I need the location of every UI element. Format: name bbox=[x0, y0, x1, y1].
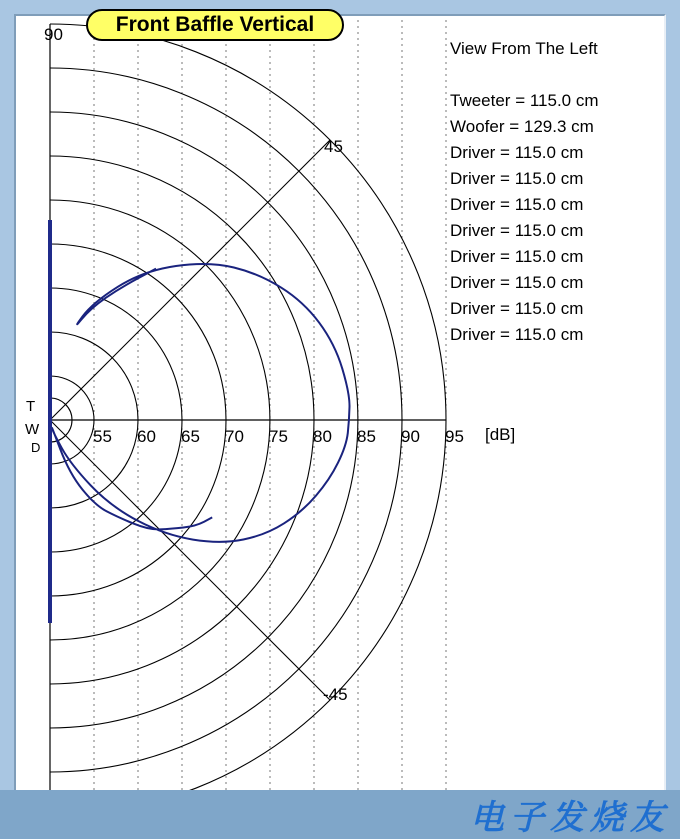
tick-label-70: 70 bbox=[225, 427, 244, 446]
tick-label-95: 95 bbox=[445, 427, 464, 446]
view-label: View From The Left bbox=[450, 39, 598, 58]
tick-label-85: 85 bbox=[357, 427, 376, 446]
driver-letter-d: D bbox=[31, 440, 41, 455]
tick-label-75: 75 bbox=[269, 427, 288, 446]
angle-label-45: 45 bbox=[324, 137, 343, 156]
driver-letter-t: T bbox=[26, 398, 36, 415]
db-unit-label: [dB] bbox=[485, 425, 516, 444]
legend-entry-3: Driver = 115.0 cm bbox=[450, 169, 584, 188]
series-curve-0 bbox=[52, 264, 350, 542]
angle-label-minus-45: -45 bbox=[323, 685, 348, 704]
angle-label-90: 90 bbox=[44, 25, 63, 44]
legend-entry-7: Driver = 115.0 cm bbox=[450, 273, 584, 292]
legend-entry-0: Tweeter = 115.0 cm bbox=[450, 91, 599, 110]
legend-entry-1: Woofer = 129.3 cm bbox=[450, 117, 594, 136]
legend-entry-2: Driver = 115.0 cm bbox=[450, 143, 584, 162]
tick-label-65: 65 bbox=[181, 427, 200, 446]
legend-entry-5: Driver = 115.0 cm bbox=[450, 221, 584, 240]
legend-entry-9: Driver = 115.0 cm bbox=[450, 325, 584, 344]
tick-label-80: 80 bbox=[313, 427, 332, 446]
tick-label-90: 90 bbox=[401, 427, 420, 446]
legend-entry-8: Driver = 115.0 cm bbox=[450, 299, 584, 318]
tick-label-55: 55 bbox=[93, 427, 112, 446]
legend bbox=[450, 91, 599, 344]
legend-entry-4: Driver = 115.0 cm bbox=[450, 195, 584, 214]
legend-entry-6: Driver = 115.0 cm bbox=[450, 247, 584, 266]
driver-letter-w: W bbox=[25, 421, 40, 438]
watermark-logo: 电子发烧友 bbox=[470, 799, 670, 837]
axis-minus45deg bbox=[50, 420, 330, 700]
axis-45deg bbox=[50, 140, 330, 420]
chart-title: Front Baffle Vertical bbox=[86, 9, 344, 41]
tick-label-60: 60 bbox=[137, 427, 156, 446]
